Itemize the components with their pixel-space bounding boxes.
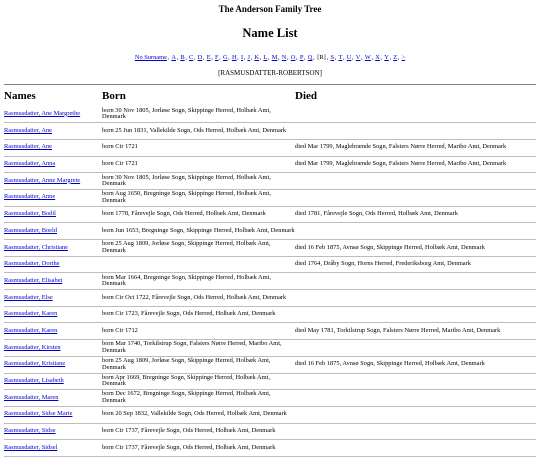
name-cell bbox=[4, 139, 102, 156]
person-link[interactable]: Rasmusdatter, Anne Margrete bbox=[4, 176, 81, 184]
born-cell: born 1778, Fårevejle Sogn, Ods Herred, Holbæk Amt, Denmark bbox=[102, 210, 266, 218]
born-cell: born 30 Nov 1805, Jorløse Sogn, Skippinge Herred, Holbæk Amt, Denmark bbox=[102, 173, 271, 188]
table-row bbox=[4, 340, 536, 357]
table-row bbox=[4, 323, 536, 340]
letter-link-b[interactable]: B bbox=[180, 54, 185, 61]
died-column-header: Died bbox=[295, 90, 317, 102]
died-cell bbox=[295, 290, 536, 307]
table-row bbox=[4, 390, 536, 407]
died-cell bbox=[295, 273, 536, 290]
table-row bbox=[4, 123, 536, 140]
born-cell: born Cir 1712 bbox=[102, 326, 138, 334]
letter-link-s[interactable]: S bbox=[330, 54, 335, 61]
letter-link-z[interactable]: Z bbox=[393, 54, 398, 61]
name-cell bbox=[4, 306, 102, 323]
name-cell bbox=[4, 256, 102, 273]
person-link[interactable]: Rasmusdatter, Sidse bbox=[4, 427, 56, 435]
letter-link-w[interactable]: W bbox=[364, 54, 371, 61]
name-cell bbox=[4, 206, 102, 223]
born-cell: born Cir 1737, Fårevejle Sogn, Ods Herred, Holbæk Amt, Denmark bbox=[102, 443, 276, 451]
died-cell: died 16 Feb 1875, Avnsø Sogn, Skippinge Herred, Holbæk Amt, Denmark bbox=[295, 243, 485, 251]
died-cell bbox=[295, 223, 536, 240]
name-list-table bbox=[4, 85, 536, 457]
letter-link-next[interactable]: > bbox=[401, 54, 406, 61]
table-row bbox=[4, 156, 536, 173]
table-row bbox=[4, 306, 536, 323]
current-range: [RASMUSDATTER-ROBERTSON] bbox=[218, 69, 322, 77]
letter-link-a[interactable]: A bbox=[171, 54, 176, 61]
letter-link-o[interactable]: O bbox=[290, 54, 296, 61]
page-title: Name List bbox=[242, 26, 298, 40]
letter-link-v[interactable]: V bbox=[355, 54, 361, 61]
born-cell: born 25 Aug 1809, Jorløse Sogn, Skippinge Herred, Holbæk Amt, Denmark bbox=[102, 357, 271, 371]
died-cell bbox=[295, 173, 536, 190]
person-link[interactable]: Rasmusdatter, Karen bbox=[4, 326, 58, 334]
born-cell: born Dec 1672, Bregninge Sogn, Skippinge Herred, Holbæk Amt, Denmark bbox=[102, 390, 271, 405]
person-link[interactable]: Rasmusdatter, Kirsten bbox=[4, 343, 61, 351]
site-title: The Anderson Family Tree bbox=[218, 4, 322, 14]
letter-link-d[interactable]: D bbox=[197, 54, 203, 61]
person-link[interactable]: Rasmusdatter, Kristiane bbox=[4, 360, 66, 368]
letter-link-l[interactable]: L bbox=[263, 54, 268, 61]
born-cell: born Mar 1740, Torkilstrup Sogn, Falsters Nørre Herred, Maribo Amt, Denmark bbox=[102, 340, 282, 354]
name-cell bbox=[4, 273, 102, 290]
person-link[interactable]: Rasmusdatter, Anne bbox=[4, 193, 56, 201]
name-cell bbox=[4, 440, 102, 457]
person-link[interactable]: Rasmusdatter, Else bbox=[4, 293, 53, 301]
letter-link-m[interactable]: M bbox=[271, 54, 278, 61]
name-cell bbox=[4, 123, 102, 140]
letter-link-g[interactable]: G bbox=[222, 54, 228, 61]
letter-link-h[interactable]: H bbox=[231, 54, 237, 61]
name-cell bbox=[4, 223, 102, 240]
table-row bbox=[4, 106, 536, 123]
person-link[interactable]: Rasmusdatter, Maren bbox=[4, 393, 59, 401]
letter-current: [R] bbox=[317, 54, 326, 61]
born-cell: born 20 Sep 1832, Vallekilde Sogn, Ods Herred, Holbæk Amt, Denmark bbox=[102, 410, 287, 418]
died-cell: died 1781, Fårevejle Sogn, Ods Herred, Holbæk Amt, Denmark bbox=[295, 210, 458, 218]
letter-link-x[interactable]: X bbox=[375, 54, 380, 61]
name-cell bbox=[4, 173, 102, 190]
died-cell bbox=[295, 440, 536, 457]
letter-link-k[interactable]: K bbox=[254, 54, 260, 61]
person-link[interactable]: Rasmusdatter, Karen bbox=[4, 310, 58, 318]
name-cell bbox=[4, 356, 102, 373]
person-link[interactable]: Rasmusdatter, Ane bbox=[4, 143, 53, 151]
person-link[interactable]: Rasmusdatter, Sidsel bbox=[4, 443, 58, 451]
name-cell bbox=[4, 240, 102, 257]
letter-link-p[interactable]: P bbox=[299, 54, 304, 61]
born-cell: born Cir 1721 bbox=[102, 143, 138, 151]
table-row bbox=[4, 173, 536, 190]
name-cell bbox=[4, 406, 102, 423]
letter-link-f[interactable]: F bbox=[214, 54, 219, 61]
name-cell bbox=[4, 156, 102, 173]
table-row bbox=[4, 256, 536, 273]
letter-link-u[interactable]: U bbox=[346, 54, 352, 61]
died-cell: died Mar 1799, Maglebrænde Sogn, Falsters Nørre Herred, Maribo Amt, Denmark bbox=[295, 160, 507, 168]
table-row bbox=[4, 273, 536, 290]
died-cell bbox=[295, 340, 536, 357]
born-cell: born Apr 1669, Bregninge Sogn, Skippinge Herred, Holbæk Amt, Denmark bbox=[102, 373, 270, 388]
died-cell bbox=[295, 406, 536, 423]
name-cell bbox=[4, 423, 102, 440]
died-cell bbox=[295, 390, 536, 407]
born-cell: born Cir 1721 bbox=[102, 160, 138, 168]
person-link[interactable]: Rasmusdatter, Ane bbox=[4, 126, 53, 134]
born-cell: born Aug 1650, Bregninge Sogn, Skippinge Herred, Holbæk Amt, Denmark bbox=[102, 190, 271, 204]
born-cell: born Jun 1653, Bregninge Sogn, Skippinge Herred, Holbæk Amt, Denmark bbox=[102, 226, 295, 234]
name-cell bbox=[4, 189, 102, 206]
born-cell: born 25 Jun 1831, Vallekilde Sogn, Ods Herred, Holbæk Amt, Denmark bbox=[102, 126, 287, 134]
name-cell bbox=[4, 390, 102, 407]
person-link[interactable]: Rasmusdatter, Bodil bbox=[4, 210, 56, 218]
names-column-header: Names bbox=[4, 90, 36, 102]
surname-letter-index: No Surname, A, B, C, D, E, F, G, H, I, J, K, L, M, N, O, P, Q, [R], S, T, U, V, W, X, Y, Z, > bbox=[134, 54, 406, 61]
person-link[interactable]: Rasmusdatter, Anna bbox=[4, 160, 56, 168]
person-link[interactable]: Rasmusdatter, Sidse Marie bbox=[4, 410, 73, 418]
table-row bbox=[4, 356, 536, 373]
letter-link-i[interactable]: I bbox=[240, 54, 244, 61]
died-cell bbox=[295, 423, 536, 440]
letter-link-j[interactable]: J bbox=[247, 54, 250, 61]
died-cell: died 16 Feb 1875, Avnsø Sogn, Skippinge Herred, Holbæk Amt, Denmark bbox=[295, 360, 485, 368]
person-link[interactable]: Rasmusdatter, Ane Margrethe bbox=[4, 109, 81, 117]
died-cell: died May 1781, Torkilstrup Sogn, Falsters Nørre Herred, Maribo Amt, Denmark bbox=[295, 326, 501, 334]
table-row bbox=[4, 139, 536, 156]
table-header-row bbox=[4, 85, 536, 106]
died-cell bbox=[295, 306, 536, 323]
person-link[interactable]: Rasmusdatter, Boeld bbox=[4, 226, 57, 234]
letter-link-t[interactable]: T bbox=[338, 54, 343, 61]
died-cell bbox=[295, 106, 536, 123]
born-cell bbox=[102, 256, 295, 273]
died-cell bbox=[295, 189, 536, 206]
table-row bbox=[4, 406, 536, 423]
born-cell: born 25 Aug 1809, Jorløse Sogn, Skippinge Herred, Holbæk Amt, Denmark bbox=[102, 240, 271, 254]
letter-link-y[interactable]: Y bbox=[384, 54, 389, 61]
letter-link-no-surname[interactable]: No Surname bbox=[134, 54, 167, 61]
letter-link-c[interactable]: C bbox=[189, 54, 194, 61]
born-cell: born Cir 1737, Fårevejle Sogn, Ods Herred, Holbæk Amt, Denmark bbox=[102, 427, 276, 435]
name-cell bbox=[4, 373, 102, 390]
table-row bbox=[4, 223, 536, 240]
table-row bbox=[4, 440, 536, 457]
died-cell bbox=[295, 123, 536, 140]
born-cell: born Mar 1664, Bregninge Sogn, Skippinge Herred, Holbæk Amt, Denmark bbox=[102, 273, 271, 288]
letter-link-e[interactable]: E bbox=[206, 54, 211, 61]
name-cell bbox=[4, 340, 102, 357]
table-row bbox=[4, 423, 536, 440]
died-cell: died Mar 1799, Maglebrænde Sogn, Falsters Nørre Herred, Maribo Amt, Denmark bbox=[295, 143, 507, 151]
name-cell bbox=[4, 290, 102, 307]
table-row bbox=[4, 290, 536, 307]
table-row bbox=[4, 189, 536, 206]
died-cell bbox=[295, 373, 536, 390]
born-cell: born 30 Nov 1805, Jorløse Sogn, Skippinge Herred, Holbæk Amt, Denmark bbox=[102, 106, 271, 121]
person-link[interactable]: Rasmusdatter, Elisabet bbox=[4, 276, 63, 284]
born-column-header: Born bbox=[102, 90, 126, 102]
born-cell: born Cir Oct 1722, Fårevejle Sogn, Ods Herred, Holbæk Amt, Denmark bbox=[102, 293, 287, 301]
person-link[interactable]: Rasmusdatter, Lisabeth bbox=[4, 377, 64, 385]
letter-link-n[interactable]: N bbox=[281, 54, 287, 61]
name-cell bbox=[4, 106, 102, 123]
table-row bbox=[4, 373, 536, 390]
died-cell: died 1764, Dråby Sogn, Horns Herred, Frederiksborg Amt, Denmark bbox=[295, 260, 471, 268]
name-cell bbox=[4, 323, 102, 340]
table-row bbox=[4, 206, 536, 223]
person-link[interactable]: Rasmusdatter, Christiane bbox=[4, 243, 68, 251]
letter-link-q[interactable]: Q bbox=[307, 54, 313, 61]
table-row bbox=[4, 240, 536, 257]
born-cell: born Cir 1723, Fårevejle Sogn, Ods Herred, Holbæk Amt, Denmark bbox=[102, 310, 276, 318]
person-link[interactable]: Rasmusdatter, Dorthe bbox=[4, 260, 60, 268]
